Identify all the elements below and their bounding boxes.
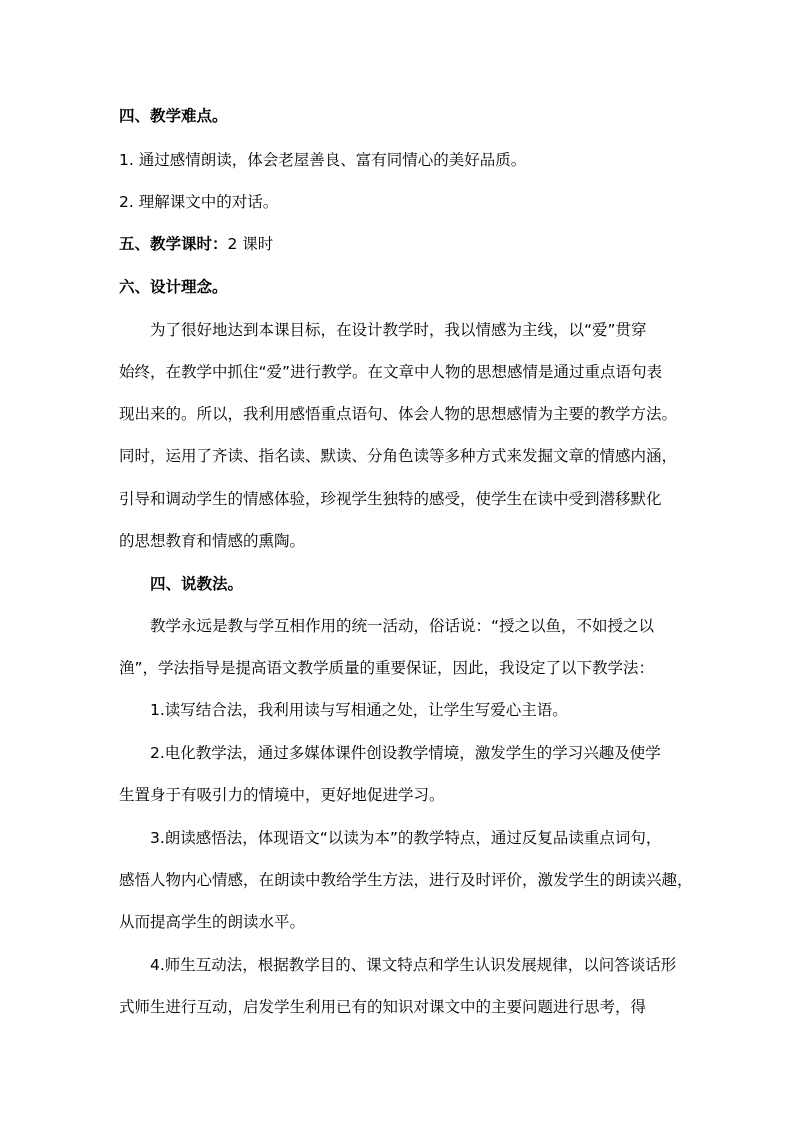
method-3-line-2: 感悟人物内心情感，在朗读中教给学生方法，进行及时评价，激发学生的朗读兴趣， <box>119 871 693 889</box>
concept-line-2: 始终，在教学中抓住“爱”进行教学。在文章中人物的思想感情是通过重点语句表 <box>119 363 663 381</box>
method-2-line-2: 生置身于有吸引力的情境中，更好地促进学习。 <box>119 786 445 804</box>
difficulty-item-2: 2. 理解课文中的对话。 <box>119 193 279 211</box>
section-4-heading: 四、教学难点。 <box>119 107 228 125</box>
concept-line-1: 为了很好地达到本课目标，在设计教学时，我以情感为主线，以“爱”贯穿 <box>150 321 647 339</box>
method-intro-line-2: 渔”，学法指导是提高语文教学质量的重要保证，因此，我设定了以下教学法： <box>119 659 655 677</box>
method-1-line-1: 1.读写结合法，我利用读与写相通之处，让学生写爱心主语。 <box>150 701 568 719</box>
section-5-line <box>119 234 273 254</box>
difficulty-item-1: 1. 通过感情朗读，体会老屋善良、富有同情心的美好品质。 <box>119 151 527 169</box>
section-6-heading: 六、设计理念。 <box>119 278 228 296</box>
concept-line-6: 的思想教育和情感的熏陶。 <box>119 532 306 550</box>
concept-line-5: 引导和调动学生的情感体验，珍视学生独特的感受，使学生在读中受到潜移默化 <box>119 490 662 508</box>
teaching-method-heading: 四、说教法。 <box>150 575 244 593</box>
method-4-line-2: 式师生进行互动，启发学生利用已有的知识对课文中的主要问题进行思考，得 <box>119 998 647 1016</box>
method-4-line-1: 4.师生互动法，根据教学目的、课文特点和学生认识发展规律，以问答谈话形 <box>150 956 677 974</box>
concept-line-4: 同时，运用了齐读、指名读、默读、分角色读等多种方式来发掘文章的情感内涵， <box>119 447 678 465</box>
section-5-value: 2 课时 <box>227 235 274 253</box>
concept-line-3: 现出来的。所以，我利用感悟重点语句、体会人物的思想感情为主要的教学方法。 <box>119 405 678 423</box>
method-3-line-1: 3.朗读感悟法，体现语文“以读为本”的教学特点，通过反复品读重点词句， <box>150 829 662 847</box>
method-intro-line-1: 教学永远是教与学互相作用的统一活动，俗话说：“授之以鱼，不如授之以 <box>150 617 655 635</box>
method-2-line-1: 2.电化教学法，通过多媒体课件创设教学情境，激发学生的学习兴趣及使学 <box>150 744 661 762</box>
method-3-line-3: 从而提高学生的朗读水平。 <box>119 913 306 931</box>
section-5-heading: 五、教学课时： <box>119 235 228 253</box>
